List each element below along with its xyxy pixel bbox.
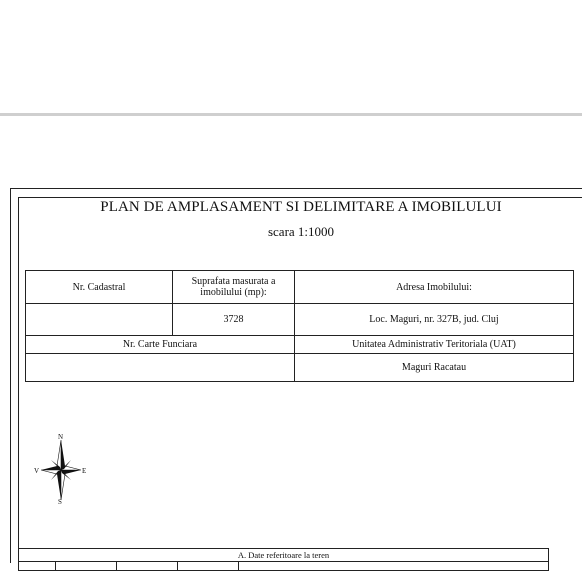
land-data-table (18, 548, 549, 571)
document-outer-border-top (10, 188, 582, 189)
document-inner-border-top (18, 197, 582, 198)
carte-funciara-label: Nr. Carte Funciara (26, 336, 295, 354)
document-outer-border-left (10, 188, 11, 563)
uat-label: Unitatea Administrativ Teritoriala (UAT) (295, 336, 574, 354)
suprafata-label: Suprafata masurata a imobilului (mp): (173, 271, 295, 304)
carte-funciara-value (26, 354, 295, 382)
compass-north-label: N (58, 433, 64, 441)
compass-rose-icon (32, 431, 90, 505)
uat-value: Maguri Racatau (295, 354, 574, 382)
land-data-title: A. Date referitoare la teren (19, 549, 549, 562)
nr-cadastral-value (26, 304, 173, 336)
compass-east-label: E (82, 467, 87, 475)
adresa-label: Adresa Imobilului: (295, 271, 574, 304)
nr-cadastral-label: Nr. Cadastral (26, 271, 173, 304)
compass-south-label: S (58, 498, 62, 505)
header-divider (0, 113, 582, 116)
adresa-value: Loc. Maguri, nr. 327B, jud. Cluj (295, 304, 574, 336)
document-title: PLAN DE AMPLASAMENT SI DELIMITARE A IMOBILULUI (100, 199, 502, 215)
document-scale: scara 1:1000 (267, 224, 335, 239)
suprafata-value: 3728 (173, 304, 295, 336)
blank-header-area (0, 0, 582, 113)
property-info-table (25, 270, 574, 382)
compass-west-label: V (34, 467, 40, 475)
document-inner-border-left (18, 197, 19, 563)
